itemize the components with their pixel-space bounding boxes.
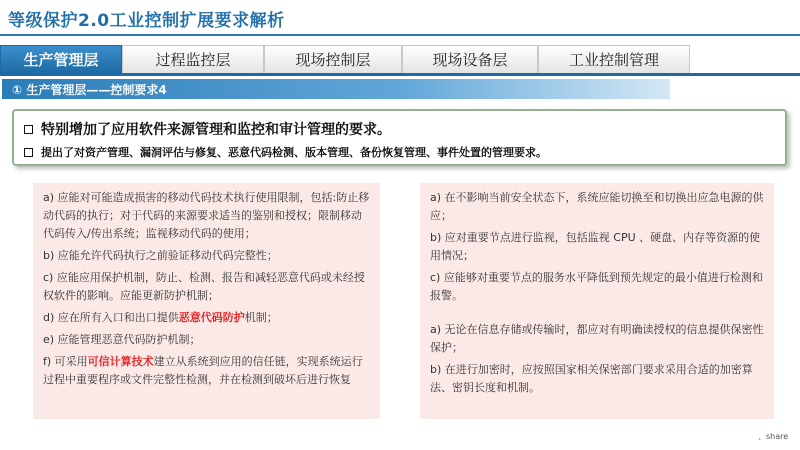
- checkbox-square-icon: [24, 125, 33, 134]
- spacer: [430, 309, 764, 321]
- left-item-f-suffix: 建立从系统到应用的信任链，实现系统运行过程中重要程序或文件完整性检测，并在检测到破坏后进行恢复: [43, 355, 363, 386]
- section-subheader: ① 生产管理层——控制要求4: [2, 79, 670, 99]
- title-divider: [0, 34, 800, 36]
- requirements-box: [12, 109, 787, 166]
- right-item-a1: a) 在不影响当前安全状态下，系统应能切换至和切换出应急电源的供应；: [430, 191, 764, 222]
- tab-underline: [0, 73, 800, 76]
- page-title: 等级保护2.0工业控制扩展要求解析: [8, 11, 285, 31]
- right-item-b2: b) 在进行加密时，应按照国家相关保密部门要求采用合适的加密算法、密钥长度和机制。: [430, 363, 753, 394]
- tab-field-equipment[interactable]: 现场设备层: [402, 45, 538, 73]
- tab-field-control[interactable]: 现场控制层: [264, 45, 402, 73]
- highlight-malware-protection: 恶意代码防护: [178, 311, 245, 324]
- left-item-d: [43, 309, 370, 327]
- left-item-c: c) 应能应用保护机制，防止、检测、报告和减轻恶意代码或未经授权软件的影响。应能更新防护机制；: [43, 271, 365, 302]
- left-requirements-panel: [33, 183, 380, 419]
- requirement-item: [24, 144, 547, 160]
- requirement-item: [24, 119, 391, 139]
- left-item-f-prefix: f) 可采用: [43, 355, 88, 368]
- requirement-text: 提出了对资产管理、漏洞评估与修复、恶意代码检测、版本管理、备份恢复管理、事件处置的管理要求。: [41, 146, 547, 159]
- left-item-f: [43, 353, 370, 389]
- left-item-d-prefix: d) 应在所有入口和出口提供: [43, 311, 179, 324]
- title-bar: [0, 0, 800, 36]
- right-item-c1: c) 应能够对重要节点的服务水平降低到预先规定的最小值进行检测和报警。: [430, 271, 763, 302]
- right-item-a2: a) 无论在信息存储或传输时，都应对有明确读授权的信息提供保密性保护；: [430, 323, 764, 354]
- right-item-b1: b) 应对重要节点进行监视，包括监视 CPU 、硬盘、内存等资源的使用情况；: [430, 231, 761, 262]
- tab-process-monitoring[interactable]: 过程监控层: [122, 45, 264, 73]
- checkbox-square-icon: [24, 148, 33, 157]
- tab-industrial-control-management[interactable]: 工业控制管理: [538, 45, 690, 73]
- left-item-e: e) 应能管理恶意代码防护机制；: [43, 333, 201, 346]
- left-item-a: a) 应能对可能造成损害的移动代码技术执行使用限制，包括:防止移动代码的执行；对于代码的来源要求适当的鉴别和授权；限制移动代码传入/传出系统；监视移动代码的使用；: [43, 191, 370, 240]
- requirement-text: 特别增加了应用软件来源管理和监控和审计管理的要求。: [41, 122, 391, 138]
- right-requirements-panel: [420, 183, 774, 419]
- highlight-trusted-computing: 可信计算技术: [87, 355, 154, 368]
- left-item-b: b) 应能允许代码执行之前验证移动代码完整性；: [43, 249, 278, 262]
- tab-bar: [0, 45, 690, 73]
- share-watermark: 、share: [758, 432, 789, 441]
- left-item-d-suffix: 机制；: [244, 311, 278, 324]
- tab-production-management[interactable]: 生产管理层: [0, 45, 122, 73]
